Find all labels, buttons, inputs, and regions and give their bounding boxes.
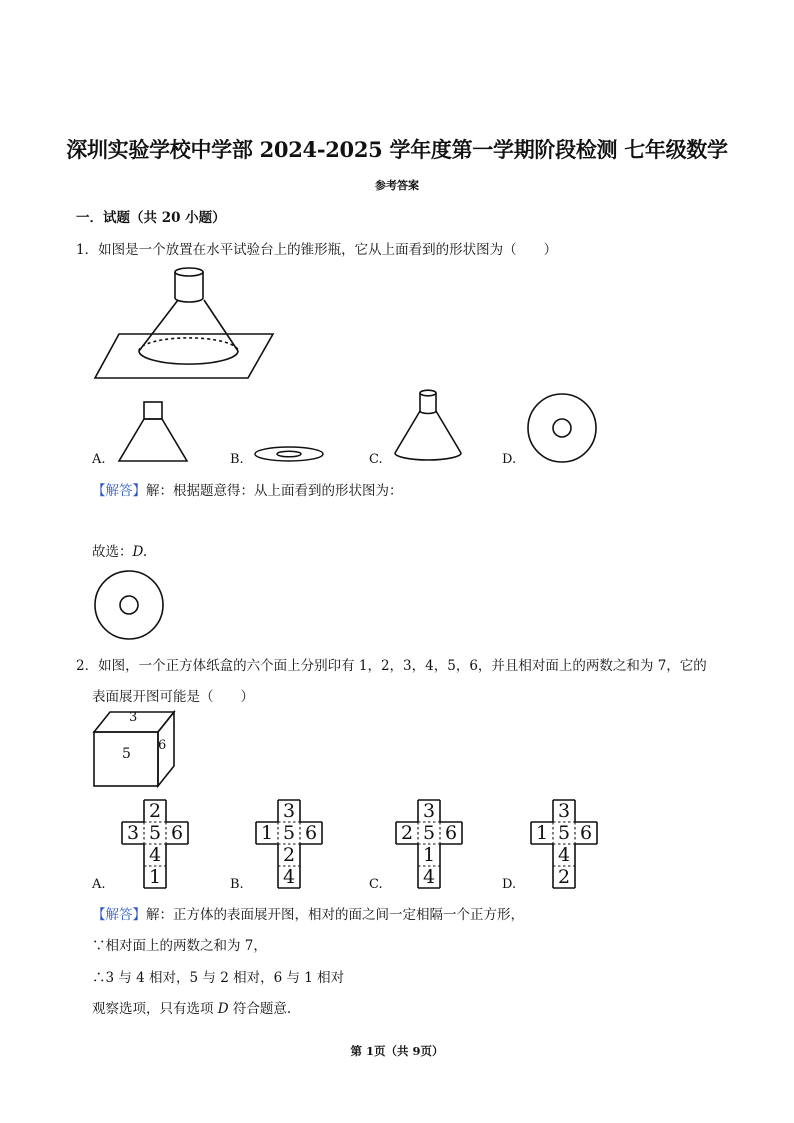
q2-conclusion-line: [92, 997, 291, 1017]
q2-answer-tag: 【解答】: [92, 907, 146, 923]
net-b-center-number: 5: [282, 822, 296, 844]
q2-reason-line2: ∵相对面上的两数之和为 7，: [92, 938, 267, 954]
net-c-left-number: 2: [400, 822, 414, 844]
net-d-left-number: 1: [535, 822, 549, 844]
q1-choice-prefix: 故选：: [92, 544, 133, 560]
page-subtitle: 参考答案: [375, 179, 419, 192]
q1-option-c-label: C.: [369, 452, 383, 467]
net-d-below2-number: 2: [557, 866, 571, 888]
net-b-top-number: 3: [282, 800, 296, 822]
q2-answer-text: 解：正方体的表面展开图，相对的面之间一定相隔一个正方形，: [146, 907, 524, 923]
net-a-below1-number: 4: [148, 844, 162, 866]
q2-option-d-label: D.: [502, 877, 517, 892]
net-c-top-number: 3: [422, 800, 436, 822]
q2-conclusion-option: D: [217, 1001, 229, 1017]
net-a-below2-number: 1: [148, 866, 162, 888]
page-title: 深圳实验学校中学部 2024-2025 学年度第一学期阶段检测 七年级数学: [66, 137, 728, 162]
net-a-left-number: 3: [126, 822, 140, 844]
net-b-below2-number: 4: [282, 866, 296, 888]
net-a-top-number: 2: [148, 800, 162, 822]
q2-conclusion-suffix: 符合题意.: [228, 1001, 292, 1017]
net-d-right-number: 6: [579, 822, 593, 844]
q2-option-a-label: A.: [92, 877, 106, 892]
cube-top-number: 3: [129, 710, 138, 725]
net-c-right-number: 6: [444, 822, 458, 844]
q2-stem-line1: 2．如图，一个正方体纸盒的六个面上分别印有 1，2，3，4，5，6，并且相对面上的两数之和为 7，它的: [76, 658, 707, 674]
net-a-center-number: 5: [148, 822, 162, 844]
q2-stem-line2: 表面展开图可能是（ ）: [92, 689, 254, 705]
net-b-right-number: 6: [304, 822, 318, 844]
q1-stem: 1．如图是一个放置在水平试验台上的锥形瓶，它从上面看到的形状图为（ ）: [76, 242, 558, 258]
q1-option-b-label: B.: [230, 452, 244, 467]
q2-answer-line: [92, 903, 524, 923]
net-c-below2-number: 4: [422, 866, 436, 888]
q1-answer-tag: 【解答】: [92, 483, 146, 499]
q1-option-d-label: D.: [502, 452, 517, 467]
q1-option-a-label: A.: [92, 452, 106, 467]
net-b-left-number: 1: [260, 822, 274, 844]
section-heading: 一．试题（共 20 小题）: [76, 210, 226, 226]
net-b-below1-number: 2: [282, 844, 296, 866]
net-a-right-number: 6: [170, 822, 184, 844]
q2-reason-line3: ∴3 与 4 相对，5 与 2 相对，6 与 1 相对: [92, 970, 345, 986]
q2-option-c-label: C.: [369, 877, 383, 892]
cube-front-number: 5: [122, 746, 131, 762]
cube-right-number: 6: [158, 738, 167, 753]
page-footer: 第 1页（共 9页）: [350, 1044, 444, 1058]
net-d-below1-number: 4: [557, 844, 571, 866]
net-d-top-number: 3: [557, 800, 571, 822]
net-d-center-number: 5: [557, 822, 571, 844]
q2-conclusion-prefix: 观察选项，只有选项: [92, 1001, 218, 1017]
q2-option-b-label: B.: [230, 877, 244, 892]
q1-answer-text: 解：根据题意得：从上面看到的形状图为：: [146, 483, 403, 499]
net-c-below1-number: 1: [422, 844, 436, 866]
q1-choice: D.: [132, 544, 148, 560]
net-c-center-number: 5: [422, 822, 436, 844]
